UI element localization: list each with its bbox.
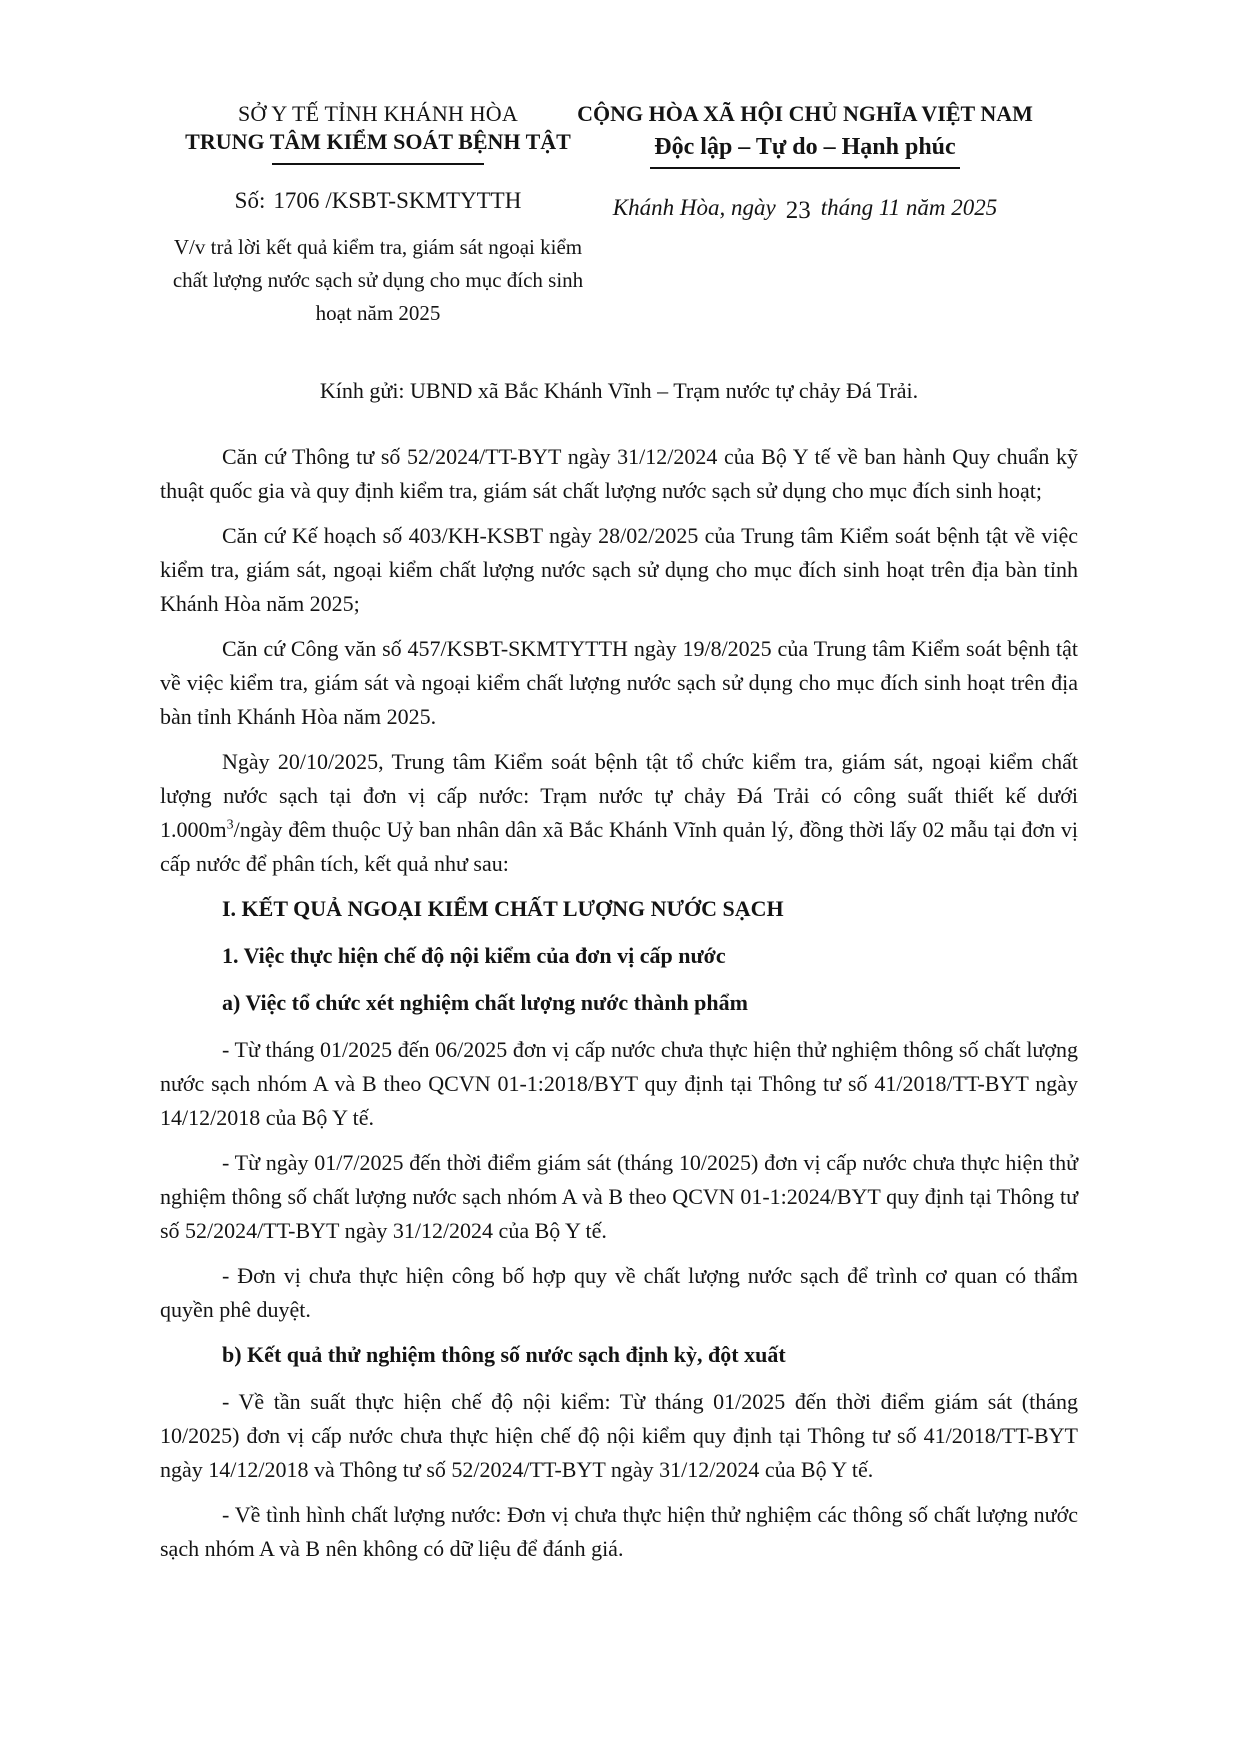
salutation-line: Kính gửi: UBND xã Bắc Khánh Vĩnh – Trạm nước tự chảy Đá Trải. [319,378,919,403]
section-1-heading: I. KẾT QUẢ NGOẠI KIỂM CHẤT LƯỢNG NƯỚC SẠCH [222,896,784,921]
item-a-point-3: - Đơn vị chưa thực hiện công bố hợp quy về chất lượng nước sạch để trình cơ quan có thẩm quyền phê duyệt. [160,1263,1078,1322]
org-parent-name: SỞ Y TẾ TỈNH KHÁNH HÒA [237,101,518,126]
intro-text-part2: /ngày đêm thuộc Uỷ ban nhân dân xã Bắc Khánh Vĩnh quản lý, đồng thời lấy 02 mẫu tại đơn vị cấp nước để phân tích, kết quả như sau: [160,817,1078,876]
doc-number-label: Số: [234,188,266,213]
org-name: TRUNG TÂM KIỂM SOÁT BỆNH TẬT [185,129,571,154]
paragraph-legal-basis-1: Căn cứ Thông tư số 52/2024/TT-BYT ngày 31/12/2024 của Bộ Y tế về ban hành Quy chuẩn kỹ thuật quốc gia và quy định kiểm tra, giám sát chất lượng nước sạch sử dụng cho mục đích sinh hoạt; [160,444,1078,503]
intro-text-part1: Ngày 20/10/2025, Trung tâm Kiểm soát bệnh tật tổ chức kiểm tra, giám sát, ngoại kiểm chất lượng nước sạch tại đơn vị cấp nước: Trạm nước tự chảy Đá Trải có công suất thiết kế dưới 1.000m [160,749,1078,842]
national-header-block [570,100,1040,223]
subsection-1-heading: 1. Việc thực hiện chế độ nội kiểm của đơn vị cấp nước [222,943,726,968]
item-a-heading: a) Việc tổ chức xét nghiệm chất lượng nước thành phẩm [222,990,748,1015]
paragraph-legal-basis-2: Căn cứ Kế hoạch số 403/KH-KSBT ngày 28/02/2025 của Trung tâm Kiểm soát bệnh tật về việc kiểm tra, giám sát, ngoại kiểm chất lượng nước sạch sử dụng cho mục đích sinh hoạt trên địa bàn tỉnh Khánh Hòa năm 2025; [160,523,1078,616]
national-motto-wrap [570,133,1040,169]
paragraph-legal-basis-3: Căn cứ Công văn số 457/KSBT-SKMTYTTH ngày 19/8/2025 của Trung tâm Kiểm soát bệnh tật về việc kiểm tra, giám sát và ngoại kiểm chất lượng nước sạch sử dụng cho mục đích sinh hoạt trên địa bàn tỉnh Khánh Hòa năm 2025. [160,636,1078,729]
item-b-point-2: - Về tình hình chất lượng nước: Đơn vị chưa thực hiện thử nghiệm các thông số chất lượng nước sạch nhóm A và B nên không có dữ liệu để đánh giá. [160,1502,1078,1561]
document-header [0,0,1241,330]
doc-number-value: 1706 [273,188,320,213]
national-motto: Độc lập – Tự do – Hạnh phúc [650,133,959,169]
national-title: CỘNG HÒA XÃ HỘI CHỦ NGHĨA VIỆT NAM [577,101,1033,126]
subject-line: V/v trả lời kết quả kiểm tra, giám sát ngoại kiểm chất lượng nước sạch sử dụng cho mục đích sinh hoạt năm 2025 [172,235,584,325]
doc-number-symbol: /KSBT-SKMTYTTH [325,188,522,213]
item-b-heading: b) Kết quả thử nghiệm thông số nước sạch định kỳ, đột xuất [222,1342,786,1367]
date-day-value: 23 [785,197,811,224]
item-a-point-1: - Từ tháng 01/2025 đến 06/2025 đơn vị cấp nước chưa thực hiện thử nghiệm thông số chất lượng nước sạch nhóm A và B theo QCVN 01-1:2018/BYT quy định tại Thông tư số 41/2018/TT-BYT ngày 14/12/2018 của Bộ Y tế. [160,1037,1078,1130]
paragraph-intro [160,745,1078,881]
org-underline [272,163,484,165]
document-number-line [148,187,608,215]
document-body [160,374,1078,1566]
item-a-point-2: - Từ ngày 01/7/2025 đến thời điểm giám sát (tháng 10/2025) đơn vị cấp nước chưa thực hiện thử nghiệm thông số chất lượng nước sạch nhóm A và B theo QCVN 01-1:2024/BYT quy định tại Thông tư số 52/2024/TT-BYT ngày 31/12/2024 của Bộ Y tế. [160,1150,1078,1243]
cubic-meter-superscript: 3 [226,817,234,833]
place-date-suffix: tháng 11 năm 2025 [820,195,998,220]
place-date-prefix: Khánh Hòa, ngày [612,195,776,220]
item-b-point-1: - Về tần suất thực hiện chế độ nội kiểm: Từ tháng 01/2025 đến thời điểm giám sát (tháng 10/2025) đơn vị cấp nước chưa thực hiện chế độ nội kiểm quy định tại Thông tư số 41/2018/TT-BYT ngày 14/12/2018 và Thông tư số 52/2024/TT-BYT ngày 31/12/2024 của Bộ Y tế. [160,1389,1078,1482]
issuing-org-block [148,100,608,330]
place-date-line [570,193,1040,223]
